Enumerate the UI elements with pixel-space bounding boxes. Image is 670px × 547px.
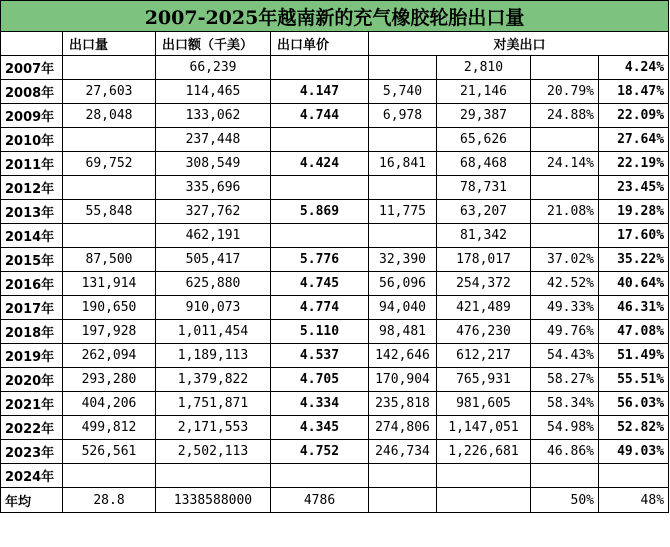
unit-price-cell[interactable] <box>271 128 369 152</box>
us-value-cell[interactable]: 981,605 <box>437 392 531 416</box>
table-row <box>1 152 669 176</box>
unit-price-cell[interactable]: 4.774 <box>271 296 369 320</box>
title-row <box>1 1 669 32</box>
year-cell[interactable]: 2010年 <box>1 128 63 152</box>
unit-price-cell[interactable]: 4.744 <box>271 104 369 128</box>
us-volume-cell[interactable]: 11,775 <box>369 200 437 224</box>
value-cell[interactable]: 625,880 <box>156 272 271 296</box>
year-cell[interactable]: 2015年 <box>1 248 63 272</box>
table-row <box>1 440 669 464</box>
value-cell[interactable]: 1,379,822 <box>156 368 271 392</box>
unit-price-cell[interactable]: 4.705 <box>271 368 369 392</box>
table-row <box>1 128 669 152</box>
us-value-cell[interactable]: 68,468 <box>437 152 531 176</box>
unit-price-cell[interactable]: 4.424 <box>271 152 369 176</box>
header-unit-price[interactable]: 出口单价 <box>271 32 369 56</box>
us-value-cell[interactable]: 21,146 <box>437 80 531 104</box>
us-percent-cell[interactable]: 42.52% <box>531 272 599 296</box>
us-share-cell[interactable]: 19.28% <box>599 200 669 224</box>
us-percent-cell[interactable] <box>531 224 599 248</box>
us-share-cell[interactable] <box>599 464 669 488</box>
unit-price-cell[interactable]: 4.752 <box>271 440 369 464</box>
year-cell[interactable]: 2023年 <box>1 440 63 464</box>
year-cell[interactable]: 2019年 <box>1 344 63 368</box>
us-percent-cell[interactable]: 49.33% <box>531 296 599 320</box>
year-cell[interactable]: 2007年 <box>1 56 63 80</box>
table-row <box>1 272 669 296</box>
unit-price-cell[interactable]: 4.334 <box>271 392 369 416</box>
us-volume-cell[interactable] <box>369 176 437 200</box>
us-percent-cell[interactable] <box>531 176 599 200</box>
volume-cell[interactable]: 190,650 <box>63 296 156 320</box>
us-percent-cell[interactable]: 24.88% <box>531 104 599 128</box>
value-cell[interactable]: 327,762 <box>156 200 271 224</box>
table-row <box>1 368 669 392</box>
us-percent-cell[interactable]: 54.43% <box>531 344 599 368</box>
us-percent-cell[interactable]: 54.98% <box>531 416 599 440</box>
average-label[interactable]: 年均 <box>1 488 63 513</box>
us-volume-cell[interactable]: 142,646 <box>369 344 437 368</box>
us-share-cell[interactable]: 56.03% <box>599 392 669 416</box>
volume-cell[interactable]: 293,280 <box>63 368 156 392</box>
us-share-cell[interactable]: 47.08% <box>599 320 669 344</box>
header-year[interactable] <box>1 32 63 56</box>
table-row <box>1 416 669 440</box>
volume-cell[interactable]: 55,848 <box>63 200 156 224</box>
us-value-cell[interactable]: 612,217 <box>437 344 531 368</box>
header-value[interactable]: 出口额（千美） <box>156 32 271 56</box>
us-percent-cell[interactable]: 58.34% <box>531 392 599 416</box>
value-cell[interactable]: 462,191 <box>156 224 271 248</box>
us-percent-cell[interactable] <box>531 464 599 488</box>
us-share-cell[interactable]: 4.24% <box>599 56 669 80</box>
us-value-cell[interactable]: 81,342 <box>437 224 531 248</box>
unit-price-cell[interactable]: 4.537 <box>271 344 369 368</box>
us-percent-cell[interactable]: 46.86% <box>531 440 599 464</box>
us-share-cell[interactable]: 27.64% <box>599 128 669 152</box>
volume-cell[interactable]: 499,812 <box>63 416 156 440</box>
header-us-export[interactable]: 对美出口 <box>369 32 669 56</box>
us-share-cell[interactable]: 35.22% <box>599 248 669 272</box>
us-percent-cell[interactable]: 58.27% <box>531 368 599 392</box>
us-volume-cell[interactable]: 16,841 <box>369 152 437 176</box>
us-volume-cell[interactable]: 5,740 <box>369 80 437 104</box>
us-share-cell[interactable]: 40.64% <box>599 272 669 296</box>
volume-cell[interactable] <box>63 464 156 488</box>
us-share-cell[interactable]: 22.19% <box>599 152 669 176</box>
table-row <box>1 200 669 224</box>
year-cell[interactable]: 2017年 <box>1 296 63 320</box>
us-percent-cell[interactable] <box>531 56 599 80</box>
us-share-cell[interactable]: 55.51% <box>599 368 669 392</box>
table-row <box>1 320 669 344</box>
average-value[interactable]: 1338588000 <box>156 488 271 513</box>
us-value-cell[interactable]: 29,387 <box>437 104 531 128</box>
year-cell[interactable]: 2013年 <box>1 200 63 224</box>
year-cell[interactable]: 2014年 <box>1 224 63 248</box>
volume-cell[interactable]: 87,500 <box>63 248 156 272</box>
unit-price-cell[interactable]: 4.745 <box>271 272 369 296</box>
us-percent-cell[interactable]: 49.76% <box>531 320 599 344</box>
unit-price-cell[interactable] <box>271 224 369 248</box>
us-value-cell[interactable]: 65,626 <box>437 128 531 152</box>
average-us-percent[interactable]: 50% <box>531 488 599 513</box>
us-value-cell[interactable]: 765,931 <box>437 368 531 392</box>
table-row <box>1 248 669 272</box>
unit-price-cell[interactable]: 5.776 <box>271 248 369 272</box>
value-cell[interactable]: 237,448 <box>156 128 271 152</box>
volume-cell[interactable] <box>63 128 156 152</box>
value-cell[interactable]: 505,417 <box>156 248 271 272</box>
unit-price-cell[interactable] <box>271 56 369 80</box>
volume-cell[interactable]: 262,094 <box>63 344 156 368</box>
us-value-cell[interactable] <box>437 464 531 488</box>
us-volume-cell[interactable]: 94,040 <box>369 296 437 320</box>
us-share-cell[interactable]: 46.31% <box>599 296 669 320</box>
us-share-cell[interactable]: 52.82% <box>599 416 669 440</box>
us-volume-cell[interactable]: 246,734 <box>369 440 437 464</box>
volume-cell[interactable] <box>63 176 156 200</box>
volume-cell[interactable]: 197,928 <box>63 320 156 344</box>
unit-price-cell[interactable]: 5.869 <box>271 200 369 224</box>
us-volume-cell[interactable] <box>369 56 437 80</box>
us-percent-cell[interactable] <box>531 128 599 152</box>
value-cell[interactable]: 910,073 <box>156 296 271 320</box>
value-cell[interactable] <box>156 464 271 488</box>
us-volume-cell[interactable] <box>369 224 437 248</box>
us-value-cell[interactable]: 1,226,681 <box>437 440 531 464</box>
us-percent-cell[interactable]: 21.08% <box>531 200 599 224</box>
us-percent-cell[interactable]: 20.79% <box>531 80 599 104</box>
us-value-cell[interactable]: 2,810 <box>437 56 531 80</box>
us-volume-cell[interactable] <box>369 464 437 488</box>
us-value-cell[interactable]: 178,017 <box>437 248 531 272</box>
us-value-cell[interactable]: 254,372 <box>437 272 531 296</box>
table-row <box>1 224 669 248</box>
table-row <box>1 464 669 488</box>
table-title[interactable]: 2007-2025年越南新的充气橡胶轮胎出口量 <box>1 1 669 32</box>
us-value-cell[interactable]: 476,230 <box>437 320 531 344</box>
year-cell[interactable]: 2018年 <box>1 320 63 344</box>
header-row <box>1 32 669 56</box>
volume-cell[interactable] <box>63 224 156 248</box>
unit-price-cell[interactable] <box>271 176 369 200</box>
average-us-value[interactable] <box>437 488 531 513</box>
year-cell[interactable]: 2024年 <box>1 464 63 488</box>
volume-cell[interactable]: 404,206 <box>63 392 156 416</box>
us-share-cell[interactable]: 17.60% <box>599 224 669 248</box>
value-cell[interactable]: 66,239 <box>156 56 271 80</box>
value-cell[interactable]: 114,465 <box>156 80 271 104</box>
table-row <box>1 80 669 104</box>
us-volume-cell[interactable]: 98,481 <box>369 320 437 344</box>
us-volume-cell[interactable]: 6,978 <box>369 104 437 128</box>
unit-price-cell[interactable]: 5.110 <box>271 320 369 344</box>
year-cell[interactable]: 2011年 <box>1 152 63 176</box>
volume-cell[interactable]: 69,752 <box>63 152 156 176</box>
table-row <box>1 56 669 80</box>
value-cell[interactable]: 1,011,454 <box>156 320 271 344</box>
us-share-cell[interactable]: 18.47% <box>599 80 669 104</box>
us-value-cell[interactable]: 421,489 <box>437 296 531 320</box>
us-value-cell[interactable]: 1,147,051 <box>437 416 531 440</box>
header-volume[interactable]: 出口量 <box>63 32 156 56</box>
value-cell[interactable]: 2,171,553 <box>156 416 271 440</box>
year-cell[interactable]: 2009年 <box>1 104 63 128</box>
volume-cell[interactable]: 28,048 <box>63 104 156 128</box>
us-volume-cell[interactable]: 56,096 <box>369 272 437 296</box>
us-share-cell[interactable]: 51.49% <box>599 344 669 368</box>
us-volume-cell[interactable]: 235,818 <box>369 392 437 416</box>
value-cell[interactable]: 308,549 <box>156 152 271 176</box>
us-value-cell[interactable]: 78,731 <box>437 176 531 200</box>
year-cell[interactable]: 2021年 <box>1 392 63 416</box>
value-cell[interactable]: 2,502,113 <box>156 440 271 464</box>
year-cell[interactable]: 2016年 <box>1 272 63 296</box>
year-cell[interactable]: 2022年 <box>1 416 63 440</box>
us-volume-cell[interactable]: 32,390 <box>369 248 437 272</box>
volume-cell[interactable]: 131,914 <box>63 272 156 296</box>
us-volume-cell[interactable]: 170,904 <box>369 368 437 392</box>
unit-price-cell[interactable] <box>271 464 369 488</box>
table-row <box>1 296 669 320</box>
average-row <box>1 488 669 513</box>
volume-cell[interactable]: 526,561 <box>63 440 156 464</box>
year-cell[interactable]: 2020年 <box>1 368 63 392</box>
us-percent-cell[interactable]: 24.14% <box>531 152 599 176</box>
us-share-cell[interactable]: 49.03% <box>599 440 669 464</box>
table-row <box>1 344 669 368</box>
average-volume[interactable]: 28.8 <box>63 488 156 513</box>
us-volume-cell[interactable] <box>369 128 437 152</box>
year-cell[interactable]: 2008年 <box>1 80 63 104</box>
value-cell[interactable]: 1,751,871 <box>156 392 271 416</box>
value-cell[interactable]: 335,696 <box>156 176 271 200</box>
unit-price-cell[interactable]: 4.345 <box>271 416 369 440</box>
table-row <box>1 104 669 128</box>
us-percent-cell[interactable]: 37.02% <box>531 248 599 272</box>
us-share-cell[interactable]: 22.09% <box>599 104 669 128</box>
us-value-cell[interactable]: 63,207 <box>437 200 531 224</box>
us-share-cell[interactable]: 23.45% <box>599 176 669 200</box>
volume-cell[interactable] <box>63 56 156 80</box>
year-cell[interactable]: 2012年 <box>1 176 63 200</box>
us-volume-cell[interactable]: 274,806 <box>369 416 437 440</box>
average-us-volume[interactable] <box>369 488 437 513</box>
average-us-share[interactable]: 48% <box>599 488 669 513</box>
table-row <box>1 176 669 200</box>
value-cell[interactable]: 133,062 <box>156 104 271 128</box>
value-cell[interactable]: 1,189,113 <box>156 344 271 368</box>
table-row <box>1 392 669 416</box>
volume-cell[interactable]: 27,603 <box>63 80 156 104</box>
average-unit-price[interactable]: 4786 <box>271 488 369 513</box>
unit-price-cell[interactable]: 4.147 <box>271 80 369 104</box>
